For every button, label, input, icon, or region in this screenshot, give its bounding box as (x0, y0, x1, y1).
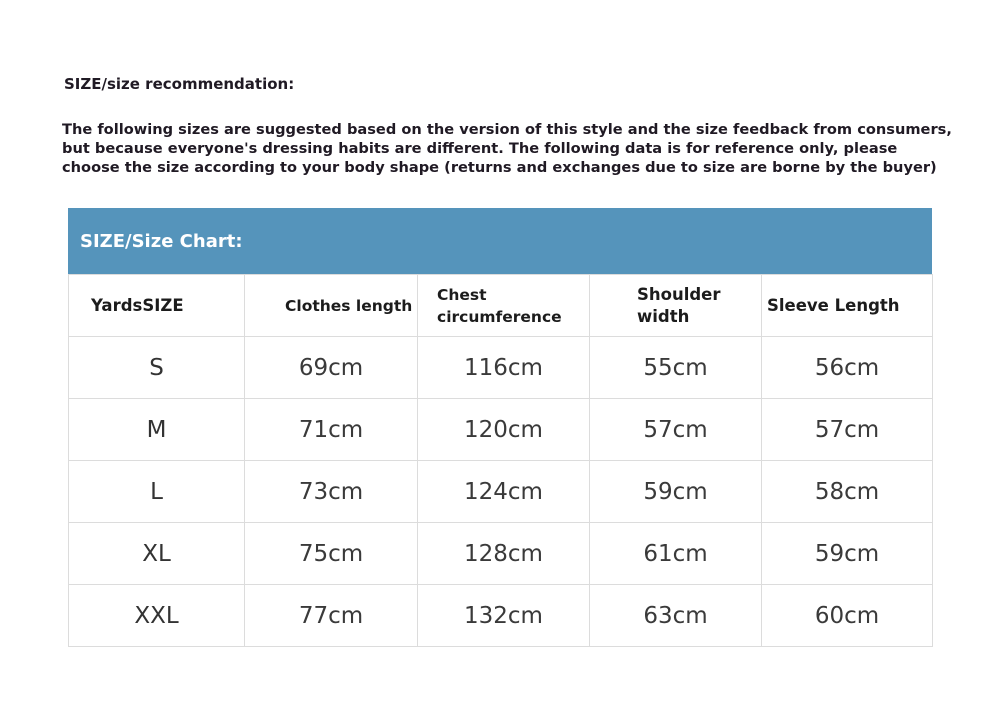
sleeve-cell: 56cm (762, 337, 933, 399)
chest-cell: 120cm (418, 399, 590, 461)
clothes-length-cell: 69cm (245, 337, 418, 399)
header-row (69, 275, 933, 337)
clothes-length-cell: 71cm (245, 399, 418, 461)
chest-cell: 124cm (418, 461, 590, 523)
shoulder-cell: 55cm (590, 337, 762, 399)
chest-cell: 116cm (418, 337, 590, 399)
size-table (68, 274, 933, 647)
size-cell: L (69, 461, 245, 523)
recommendation-title: SIZE/size recommendation: (64, 75, 295, 93)
size-cell: S (69, 337, 245, 399)
recommendation-text (62, 120, 952, 177)
table-row (69, 337, 933, 399)
clothes-length-cell: 75cm (245, 523, 418, 585)
size-chart-header (68, 208, 932, 274)
column-header-line: Shoulder (637, 284, 721, 304)
column-header-shoulder (590, 275, 762, 337)
table-row (69, 399, 933, 461)
sleeve-cell: 57cm (762, 399, 933, 461)
shoulder-cell: 57cm (590, 399, 762, 461)
column-header-chest (418, 275, 590, 337)
sleeve-cell: 58cm (762, 461, 933, 523)
recommendation-line: The following sizes are suggested based on the version of this style and the size feedback from consumers, (62, 121, 952, 138)
chest-cell: 128cm (418, 523, 590, 585)
column-header-line: Chest (437, 285, 487, 304)
sleeve-cell: 60cm (762, 585, 933, 647)
column-header-line: YardsSIZE (91, 295, 184, 315)
column-header-line: Sleeve Length (767, 295, 900, 315)
clothes-length-cell: 73cm (245, 461, 418, 523)
size-chart-title: SIZE/Size Chart: (80, 230, 243, 252)
table-row (69, 461, 933, 523)
shoulder-cell: 61cm (590, 523, 762, 585)
recommendation-line: but because everyone's dressing habits are different. The following data is for reference only, please (62, 140, 898, 157)
clothes-length-cell: 77cm (245, 585, 418, 647)
size-cell: XXL (69, 585, 245, 647)
recommendation-line: choose the size according to your body shape (returns and exchanges due to size are borne by the buyer) (62, 159, 937, 176)
table-row (69, 585, 933, 647)
column-header-size (69, 275, 245, 337)
size-cell: XL (69, 523, 245, 585)
size-cell: M (69, 399, 245, 461)
column-header-line: circumference (437, 307, 562, 326)
shoulder-cell: 59cm (590, 461, 762, 523)
size-chart (68, 208, 932, 647)
sleeve-cell: 59cm (762, 523, 933, 585)
shoulder-cell: 63cm (590, 585, 762, 647)
table-row (69, 523, 933, 585)
column-header-sleeve (762, 275, 933, 337)
column-header-line: width (637, 306, 690, 326)
chest-cell: 132cm (418, 585, 590, 647)
column-header-line: Clothes length (285, 296, 413, 315)
column-header-clothes-length (245, 275, 418, 337)
